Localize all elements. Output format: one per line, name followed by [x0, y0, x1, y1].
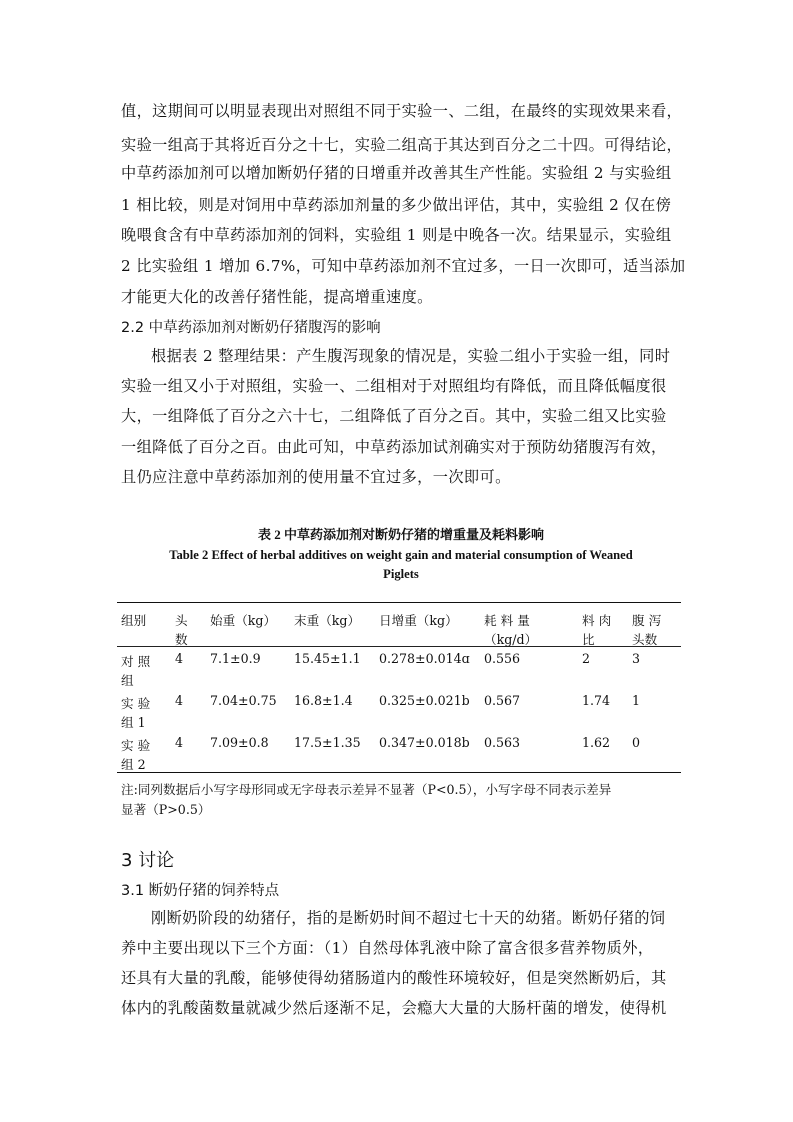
cell-group: 组 2 — [121, 757, 146, 772]
header-feed-meat-ratio: 料 肉 — [582, 613, 612, 628]
section-heading-2-2: 2.2 中草药添加剂对断奶仔猪腹泻的影响 — [121, 320, 381, 336]
table-caption-en-line2: Piglets — [383, 567, 419, 581]
cell-diarrhea-count: 3 — [632, 651, 641, 666]
cell-feed-meat-ratio: 2 — [582, 651, 591, 666]
paragraph-1-line: 1 相比较，则是对饲用中草药添加剂量的多少做出评估，其中，实验组 2 仅在傍 — [121, 196, 672, 214]
paragraph-1-line: 中草药添加剂可以增加断奶仔猪的日增重并改善其生产性能。实验组 2 与实验组 — [121, 164, 672, 182]
cell-feed-meat-ratio: 1.74 — [582, 693, 611, 708]
paragraph-1-line: 晚喂食含有中草药添加剂的饲料，实验组 1 则是中晚各一次。结果显示，实验组 — [121, 226, 672, 244]
header-heads: 数 — [175, 632, 188, 647]
header-final-weight: 末重（kg） — [294, 613, 361, 628]
paragraph-1-line: 2 比实验组 1 增加 6.7%，可知中草药添加剂不宜过多，一日一次即可，适当添加 — [121, 257, 686, 275]
paragraph-3-line: 体内的乳酸菌数量就减少然后逐渐不足，会瘾大大量的大肠杆菌的增发，使得机 — [121, 999, 667, 1017]
table-top-rule — [117, 602, 681, 603]
cell-final-weight: 17.5±1.35 — [294, 735, 361, 750]
cell-initial-weight: 7.04±0.75 — [210, 693, 277, 708]
header-heads: 头 — [175, 613, 188, 628]
header-diarrhea-count: 腹 泻 — [632, 613, 662, 628]
paragraph-2-line: 根据表 2 整理结果：产生腹泻现象的情况是，实验二组小于实验一组，同时 — [151, 347, 671, 365]
cell-group: 对 照 — [121, 654, 151, 669]
header-feed-intake: （kg/d） — [484, 632, 538, 647]
cell-initial-weight: 7.09±0.8 — [210, 735, 269, 750]
cell-heads: 4 — [175, 693, 184, 708]
cell-daily-gain: 0.325±0.021b — [379, 693, 470, 708]
table-note: 显著（P>0.5） — [121, 802, 211, 817]
cell-group: 实 验 — [121, 696, 151, 711]
table-header-rule — [117, 646, 681, 647]
header-diarrhea-count: 头数 — [632, 632, 658, 647]
paragraph-2-line: 实验一组又小于对照组，实验一、二组相对于对照组均有降低，而且降低幅度很 — [121, 377, 667, 395]
cell-group: 实 验 — [121, 738, 151, 753]
paragraph-3-line: 还具有大量的乳酸，能够使得幼猪肠道内的酸性环境较好，但是突然断奶后，其 — [121, 969, 667, 987]
paragraph-3-line: 刚断奶阶段的幼猪仔，指的是断奶时间不超过七十天的幼猪。断奶仔猪的饲 — [151, 909, 666, 927]
cell-feed-meat-ratio: 1.62 — [582, 735, 611, 750]
paragraph-2-line: 一组降低了百分之百。由此可知，中草药添加试剂确实对于预防幼猪腹泻有效， — [121, 438, 667, 456]
cell-feed-intake: 0.556 — [484, 651, 521, 666]
header-group: 组别 — [121, 613, 147, 628]
table-caption-zh: 表 2 中草药添加剂对断奶仔猪的增重量及耗料影响 — [257, 527, 544, 542]
cell-feed-intake: 0.567 — [484, 693, 521, 708]
header-initial-weight: 始重（kg） — [210, 613, 277, 628]
paragraph-2-line: 大，一组降低了百分之六十七，二组降低了百分之百。其中，实验二组又比实验 — [121, 407, 667, 425]
cell-group: 组 — [121, 673, 134, 688]
cell-feed-intake: 0.563 — [484, 735, 521, 750]
cell-initial-weight: 7.1±0.9 — [210, 651, 261, 666]
header-feed-intake: 耗 料 量 — [484, 613, 530, 628]
table-note: 注:同列数据后小写字母形同或无字母表示差异不显著（P<0.5），小写字母不同表示差异 — [121, 782, 612, 797]
header-daily-gain: 日增重（kg） — [379, 613, 458, 628]
cell-final-weight: 15.45±1.1 — [294, 651, 361, 666]
paragraph-1-line: 才能更大化的改善仔猪性能，提高增重速度。 — [121, 288, 433, 306]
cell-daily-gain: 0.347±0.018b — [379, 735, 470, 750]
header-feed-meat-ratio: 比 — [582, 632, 595, 647]
cell-group: 组 1 — [121, 715, 146, 730]
paragraph-1-line: 实验一组高于其将近百分之十七，实验二组高于其达到百分之二十四。可得结论， — [121, 136, 683, 154]
section-heading-3-1: 3.1 断奶仔猪的饲养特点 — [121, 883, 280, 899]
cell-heads: 4 — [175, 735, 184, 750]
paragraph-3-line: 养中主要出现以下三个方面：（1）自然母体乳液中除了富含很多营养物质外， — [121, 939, 654, 957]
table-caption-en-line1: Table 2 Effect of herbal additives on weight gain and material consumption of Weaned — [169, 548, 633, 562]
section-heading-3: 3 讨论 — [121, 850, 175, 871]
cell-heads: 4 — [175, 651, 184, 666]
cell-diarrhea-count: 1 — [632, 693, 641, 708]
cell-diarrhea-count: 0 — [632, 735, 641, 750]
cell-daily-gain: 0.278±0.014ɑ — [379, 651, 470, 666]
cell-final-weight: 16.8±1.4 — [294, 693, 353, 708]
paragraph-2-line: 且仍应注意中草药添加剂的使用量不宜过多，一次即可。 — [121, 468, 511, 486]
paragraph-1-line: 值，这期间可以明显表现出对照组不同于实验一、二组，在最终的实现效果来看， — [121, 102, 683, 120]
table-bottom-rule — [117, 772, 681, 773]
